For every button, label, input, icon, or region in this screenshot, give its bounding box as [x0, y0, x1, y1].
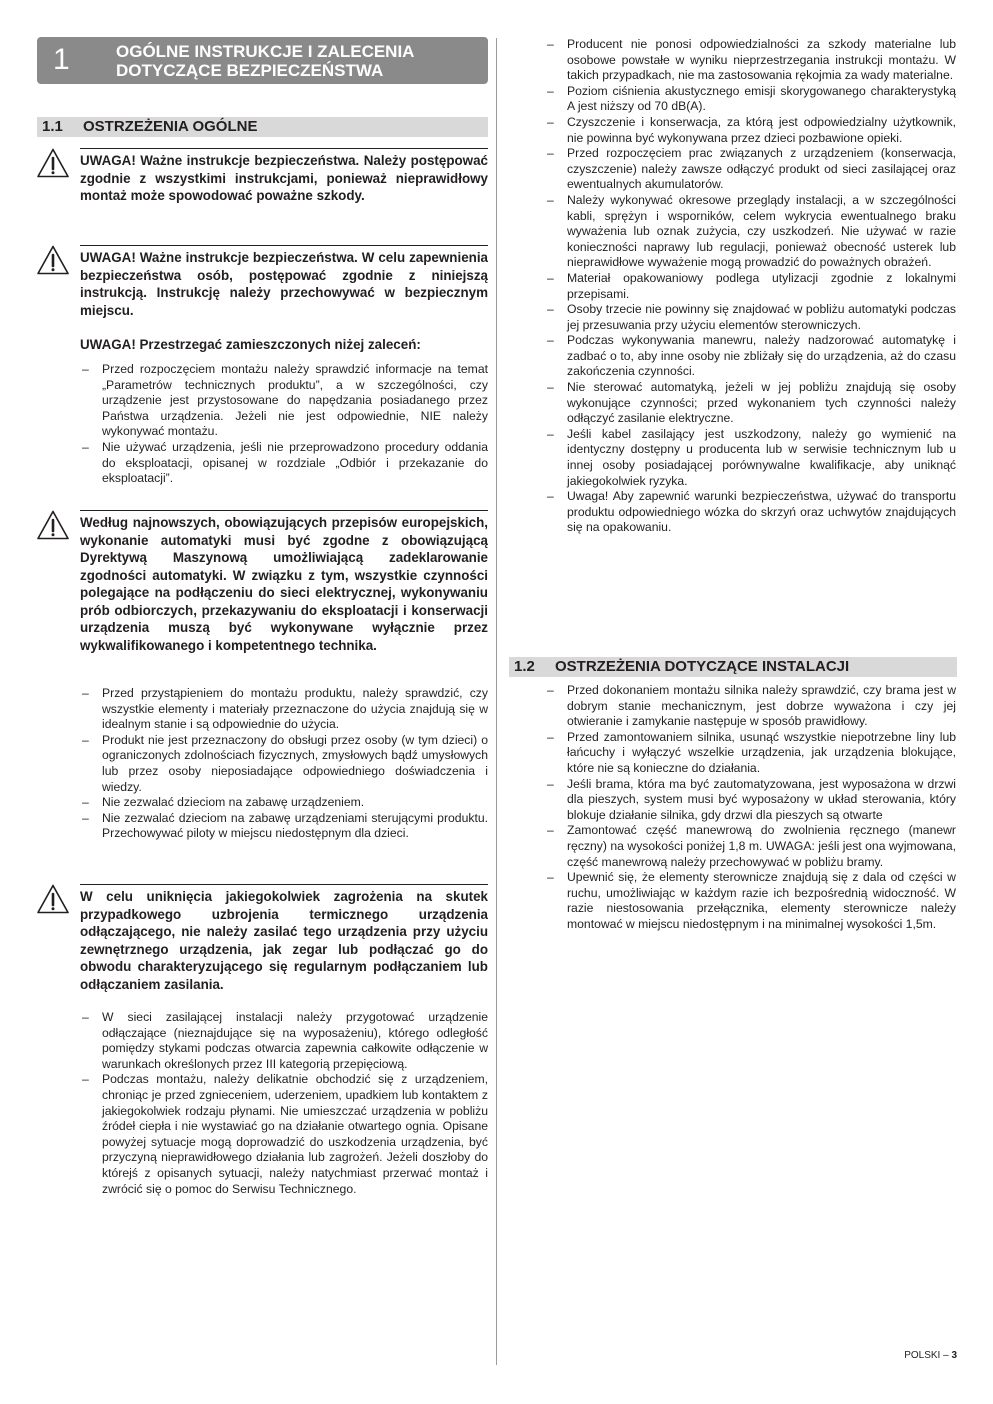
list-item: – Uwaga! Aby zapewnić warunki bezpieczeństwa, używać do transportu produktu odpowiedniego wózka do skrzyń oraz uchwytów znajdujących się na opakowaniu.	[545, 489, 956, 536]
list-item: – Jeśli brama, która ma być zautomatyzowana, jest wyposażona w drzwi dla pieszych, system musi być wyposażony w układ sterowania, który blokuje działanie silnika, gdy drzwi dla pieszych są otwarte	[545, 777, 956, 824]
list-installation	[545, 683, 956, 933]
page-footer	[904, 1350, 957, 1361]
warning-rule	[80, 510, 488, 511]
note-heading: UWAGA! Przestrzegać zamieszczonych niżej zaleceń:	[80, 337, 421, 352]
footer-language: POLSKI –	[904, 1350, 949, 1361]
warning-block-3	[37, 510, 488, 682]
warning-block-2	[37, 245, 488, 325]
chapter-header	[37, 37, 488, 84]
warning-rule	[80, 884, 488, 885]
section-heading-1-2	[509, 657, 957, 677]
warning-block-1	[37, 148, 488, 228]
chapter-title	[116, 42, 414, 80]
list-item: – Materiał opakowaniowy podlega utylizacji zgodnie z lokalnymi przepisami.	[545, 271, 956, 302]
list-general-2	[80, 686, 488, 842]
list-item: – Podczas montażu, należy delikatnie obchodzić się z urządzeniem, chroniąc je przed zgnieceniem, uderzeniem, upadkiem lub kontaktem z jakiegokolwiek rodzaju płynami. Nie umieszczać urządzenia w pobliżu źródeł ciepła i nie wystawiać go na działanie otwartego ognia. Opisane powyżej sytuacje mogą doprowadzić do uszkodzenia urządzenia, być przyczyną nieprawidłowego działania lub zagrożeń. Jeżeli doszłoby do którejś z opisanych sytuacji, należy natychmiast przerwać montaż i zwrócić się o pomoc do Serwisu Technicznego.	[80, 1072, 488, 1197]
list-item: – Zamontować część manewrową do zwolnienia ręcznego (manewr ręczny) na wysokości poniżej 1,8 m. UWAGA: jeśli jest ona wyjmowana, część manewrową należy przechowywać w pobliżu bramy.	[545, 823, 956, 870]
warning-triangle-icon	[37, 245, 69, 275]
warning-text: UWAGA! Ważne instrukcje bezpieczeństwa. Należy postępować zgodnie z wszystkimi instrukcjami, ponieważ nieprawidłowy montaż może spowodować poważne szkody.	[80, 153, 488, 203]
list-item: – Producent nie ponosi odpowiedzialności za szkody materialne lub osobowe powstałe w wyniku nieprzestrzegania instrukcji montażu. W takich przypadkach, nie ma zastosowania rękojmia za wady materialne.	[545, 37, 956, 84]
column-divider	[496, 38, 497, 1365]
section-number: 1.2	[514, 658, 535, 675]
warning-text: Według najnowszych, obowiązujących przepisów europejskich, wykonanie automatyki musi być zgodne z obowiązującą Dyrektywą Maszynową umożliwiającą zadeklarowanie zgodności automatyki. W związku z tym, wszystkie czynności polegające na podłączeniu do sieci elektrycznej, wykonywaniu prób odbiorczych, przekazywaniu do eksploatacji i konserwacji urządzenia muszą być wykonywane wyłącznie przez wykwalifikowanego i kompetentnego technika.	[80, 515, 488, 653]
warning-text: UWAGA! Ważne instrukcje bezpieczeństwa. W celu zapewnienia bezpieczeństwa osób, postępować zgodnie z niniejszą instrukcją. Instrukcję należy przechowywać w bezpiecznym miejscu.	[80, 250, 488, 318]
warning-block-4	[37, 884, 488, 1004]
list-item: – Nie sterować automatyką, jeżeli w jej pobliżu znajdują się osoby wykonujące czynności; przed wykonaniem tych czynności należy odłączyć zasilanie elektryczne.	[545, 380, 956, 427]
warning-triangle-icon	[37, 148, 69, 178]
list-general-1	[80, 362, 488, 487]
list-item: – Przed przystąpieniem do montażu produktu, należy sprawdzić, czy wszystkie elementy i materiały przeznaczone do użycia znajdują się w idealnym stanie i są odpowiednie do użycia.	[80, 686, 488, 733]
list-item: – Poziom ciśnienia akustycznego emisji skorygowanego charakterystyką A jest niższy od 70 dB(A).	[545, 84, 956, 115]
list-general-4	[545, 37, 956, 536]
warning-rule	[80, 148, 488, 149]
warning-rule	[80, 245, 488, 246]
list-item: – Należy wykonywać okresowe przeglądy instalacji, a w szczególności kabli, sprężyn i wsporników, celem wykrycia ewentualnego braku wyważenia lub oznak zużycia, czy uszkodzeń. Nie używać w razie konieczności naprawy lub regulacji, ponieważ obecność usterek lub nieprawidłowe wyważenie mogą prowadzić do poważnych obrażeń.	[545, 193, 956, 271]
list-item: – Produkt nie jest przeznaczony do obsługi przez osoby (w tym dzieci) o ograniczonych zdolnościach fizycznych, zmysłowych bądź umysłowych lub przez osoby nieposiadające odpowiedniego doświadczenia i wiedzy.	[80, 733, 488, 795]
list-item: – Osoby trzecie nie powinny się znajdować w pobliżu automatyki podczas jej przesuwania przy użyciu elementów sterowniczych.	[545, 302, 956, 333]
list-item: – Podczas wykonywania manewru, należy nadzorować automatykę i zadbać o to, aby inne osoby nie zbliżały się do urządzenia, aż do czasu zakończenia czynności.	[545, 333, 956, 380]
warning-triangle-icon	[37, 510, 69, 540]
list-item: – Nie używać urządzenia, jeśli nie przeprowadzono procedury oddania do eksploatacji, opisanej w rozdziale „Odbiór i przekazanie do eksploatacji”.	[80, 440, 488, 487]
list-item: – W sieci zasilającej instalacji należy przygotować urządzenie odłączające (nieznajdujące się na wyposażeniu), którego odległość pomiędzy stykami podczas otwarcia zapewnia całkowite odłączenie w warunkach określonych przez III kategorią przepięciową.	[80, 1010, 488, 1072]
list-item: – Przed rozpoczęciem montażu należy sprawdzić informacje na temat „Parametrów technicznych produktu”, a w szczególności, czy urządzenie jest przystosowane do napędzania posiadanego przez Państwa urządzenia. Jeżeli nie jest odpowiednie, NIE należy wykonywać montażu.	[80, 362, 488, 440]
section-heading-1-1	[37, 117, 488, 137]
list-item: – Przed dokonaniem montażu silnika należy sprawdzić, czy brama jest w dobrym stanie mechanicznym, jest dobrze wyważona i czy jej otwieranie i zamykanie następuje w sposób prawidłowy.	[545, 683, 956, 730]
section-title: OSTRZEŻENIA DOTYCZĄCE INSTALACJI	[555, 658, 850, 675]
list-general-3	[80, 1010, 488, 1197]
warning-text: W celu uniknięcia jakiegokolwiek zagrożenia na skutek przypadkowego uzbrojenia termicznego urządzenia odłączającego, nie należy zasilać tego urządzenia przy użyciu zewnętrznego urządzenia, jak zegar lub podłączać go do obwodu charakteryzującego się regularnym podłączaniem lub odłączaniem zasilania.	[80, 889, 488, 992]
list-item: – Czyszczenie i konserwacja, za którą jest odpowiedzialny użytkownik, nie powinna być wykonywana przez dzieci pozbawione opieki.	[545, 115, 956, 146]
list-item: – Przed zamontowaniem silnika, usunąć wszystkie niepotrzebne liny lub łańcuchy i wyłączyć wszelkie urządzenia, jak urządzenia blokujące, które nie są konieczne do działania.	[545, 730, 956, 777]
chapter-number: 1	[53, 43, 70, 76]
page-number: 3	[951, 1350, 957, 1361]
list-item: – Nie zezwalać dzieciom na zabawę urządzeniami sterującymi produktu. Przechowywać piloty w miejscu niedostępnym dla dzieci.	[80, 811, 488, 842]
section-number: 1.1	[42, 118, 63, 135]
list-item: – Upewnić się, że elementy sterownicze znajdują się z dala od części w ruchu, umożliwiając w każdym razie ich bezpośrednią widoczność. W razie niestosowania przełącznika, elementy sterownicze należy montować w miejscu niedostępnym i na minimalnej wysokości 1,5m.	[545, 870, 956, 932]
list-item: – Przed rozpoczęciem prac związanych z urządzeniem (konserwacja, czyszczenie) należy zawsze odłączyć produkt od sieci zasilającej oraz ewentualnych akumulatorów.	[545, 146, 956, 193]
section-title: OSTRZEŻENIA OGÓLNE	[83, 118, 258, 135]
list-item: – Jeśli kabel zasilający jest uszkodzony, należy go wymienić na identyczny dostępny u producenta lub w serwisie technicznym lub u innej osoby posiadającej porównywalne kwalifikacje, aby uniknąć jakiegokolwiek ryzyka.	[545, 427, 956, 489]
list-item: – Nie zezwalać dzieciom na zabawę urządzeniem.	[80, 795, 488, 811]
chapter-title-line1: OGÓLNE INSTRUKCJE I ZALECENIA	[116, 42, 415, 61]
warning-triangle-icon	[37, 884, 69, 914]
chapter-title-line2: DOTYCZĄCE BEZPIECZEŃSTWA	[116, 61, 384, 80]
